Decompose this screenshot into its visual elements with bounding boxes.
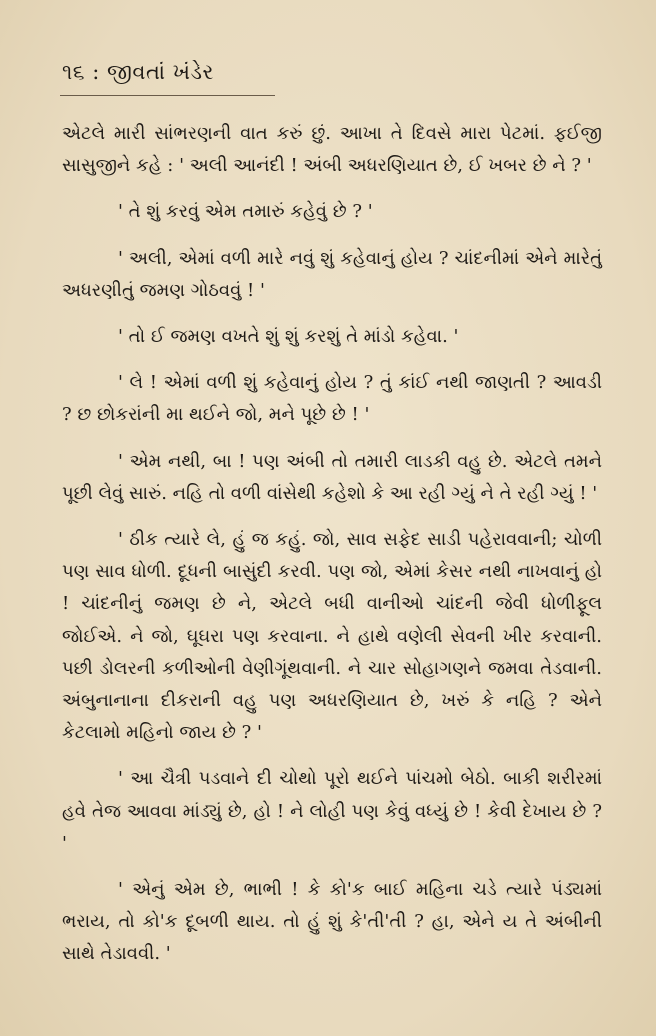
running-header: [62, 60, 214, 85]
paragraph: ' એનું એમ છે, ભાભી ! કે કો'ક બાઈ મહિના ચડે ત્યારે પંડ્યમાં ભરાય, તો કો'ક દૂબળી થાય. તો હું શું કે'તી'તી ? હા, એને ય તે અંબીની સાથે તેડાવવી. ': [62, 879, 602, 965]
paragraph: ' અલી, એમાં વળી મારે નવું શું કહેવાનું હોય ? ચાંદનીમાં એને મારેતું અધરણીતું જમણ ગોઠવવું ! ': [62, 247, 602, 301]
paragraph: ' લે ! એમાં વળી શું કહેવાનું હોય ? તું કાંઈ નથી જાણતી ? આવડી ? છ છોકરાંની મા થઈને જો, મને પૂછે છે ! ': [62, 372, 602, 426]
header-separator: :: [92, 60, 100, 84]
paragraph: ' તે શું કરવું એમ તમારું કહેવું છે ? ': [118, 201, 373, 223]
book-title: જીવતાં ખંડેર: [107, 60, 214, 84]
page-number: ૧૬: [62, 60, 86, 84]
page-body: [62, 118, 602, 985]
paragraph: ' ઠીક ત્યારે લે, હું જ કહું. જો, સાવ સફેદ સાડી પહેરાવવાની; ચોળી પણ સાવ ધોળી. દૂધની બાસુંદી કરવી. પણ જો, એમાં કેસર નથી નાખવાનું હો ! ચાંદનીનું જમણ છે ને, એટલે બધી વાનીઓ ચાંદની જેવી ધોળીફૂલ જોઈએ. ને જો, ઘૂઘરા પણ કરવાના. ને હાથે વણેલી સેવની ખીર કરવાની. પછી ડોલરની કળીઓની વેણીગૂંથવાની. ને ચાર સોહાગણને જમવા તેડવાની. અંબુનાનાના દીકરાની વહુ પણ અધરણિયાત છે, ખરું કે નહિ ? એને કેટલામો મહિનો જાય છે ? ': [62, 529, 602, 744]
paragraph: ' આ ચૈત્રી પડવાને દી ચોથો પૂરો થઈને પાંચમો બેઠો. બાકી શરીરમાં હવે તેજ આવવા માંડ્યું છે, હો ! ને લોહી પણ કેવું વધ્યું છે ! કેવી દેખાય છે ? ': [62, 768, 602, 854]
header-underline: [60, 95, 275, 96]
paragraph: એટલે મારી સાંભરણની વાત કરું છું. આખા તે દિવસે મારા પેટમાં. ફઈજી સાસુજીને કહે : ' અલી આનંદી ! અંબી અધરણિયાત છે, ઈ ખબર છે ને ? ': [62, 123, 602, 177]
paragraph: ' એમ નથી, બા ! પણ અંબી તો તમારી લાડકી વહુ છે. એટલે તમને પૂછી લેવું સારું. નહિ તો વળી વાંસેથી કહેશો કે આ રહી ગ્યું ને તે રહી ગ્યું ! ': [62, 450, 602, 504]
paragraph: ' તો ઈ જમણ વખતે શું શું કરશું તે માંડો કહેવા. ': [118, 326, 459, 348]
